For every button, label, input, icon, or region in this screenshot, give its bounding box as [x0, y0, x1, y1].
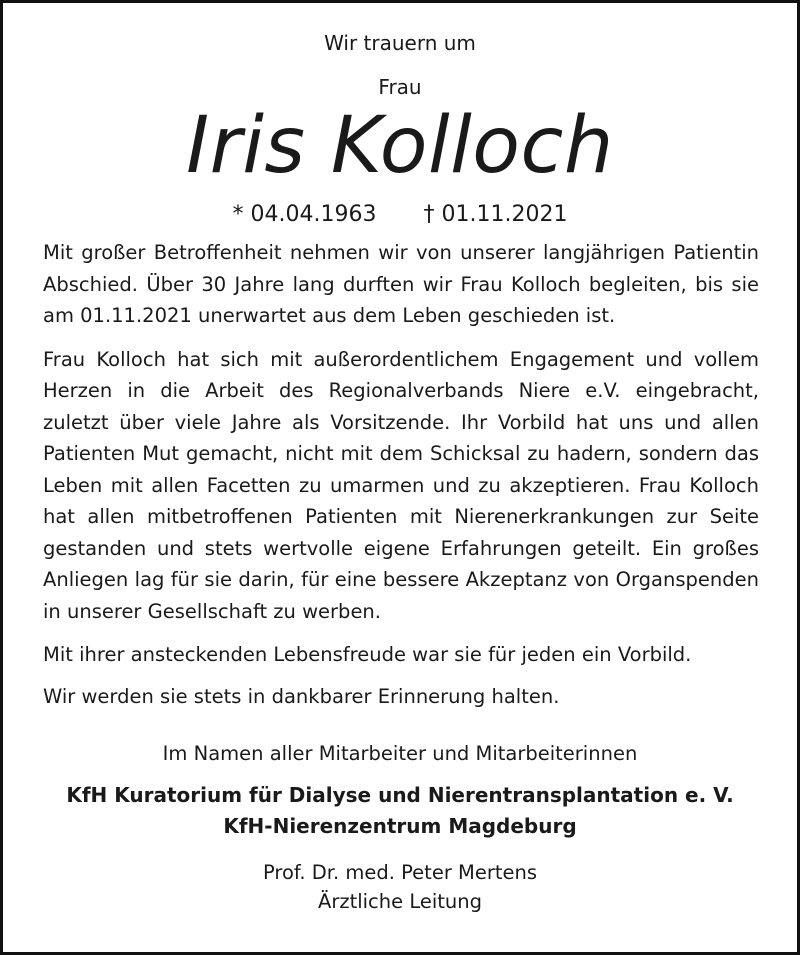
- life-dates: [3, 201, 797, 229]
- birth-date: * 04.04.1963: [232, 202, 377, 227]
- salutation: Frau: [378, 75, 422, 99]
- signer-name: Prof. Dr. med. Peter Mertens: [262, 861, 538, 884]
- body-paragraph: Mit ihrer ansteckenden Lebensfreude war sie für jeden ein Vorbild.: [43, 643, 692, 666]
- deceased-name: Iris Kolloch: [186, 101, 614, 191]
- intro-line: Wir trauern um: [324, 31, 476, 55]
- organization-line: KfH-Nierenzentrum Magdeburg: [223, 814, 577, 838]
- body-paragraph: Mit großer Betroffenheit nehmen wir von unserer langjährigen Patientin Abschied. Über 30 Jahre lang durften wir Frau Kolloch begleiten, bis sie am 01.11.2021 unerwartet aus dem Leben geschieden ist.: [43, 241, 759, 327]
- on-behalf-line: Im Namen aller Mitarbeiter und Mitarbeiterinnen: [162, 742, 638, 765]
- signer-role: Ärztliche Leitung: [317, 890, 483, 913]
- death-date: † 01.11.2021: [423, 202, 568, 227]
- organization-line: KfH Kuratorium für Dialyse und Nierentransplantation e. V.: [66, 783, 734, 807]
- organization-name: [3, 780, 797, 842]
- body-paragraph: Wir werden sie stets in dankbarer Erinnerung halten.: [43, 684, 560, 708]
- body-paragraph: Frau Kolloch hat sich mit außerordentlichem Engagement und vollem Herzen in die Arbeit des Regionalverbands Niere e.V. eingebracht, zuletzt über viele Jahre als Vorsitzende. Ihr Vorbild hat uns und allen Patienten Mut gemacht, nicht mit dem Schicksal zu hadern, sondern das Leben mit allen Facetten zu umarmen und zu akzeptieren. Frau Kolloch hat allen mitbetroffenen Patienten mit Nierenerkrankungen zur Seite gestanden und stets wertvolle eigene Erfahrungen geteilt. Ein großes Anliegen lag für sie darin, für eine bessere Akzeptanz von Organspenden in unserer Gesellschaft zu werben.: [43, 347, 759, 623]
- notice-body: [3, 237, 797, 712]
- signatory: [3, 858, 797, 916]
